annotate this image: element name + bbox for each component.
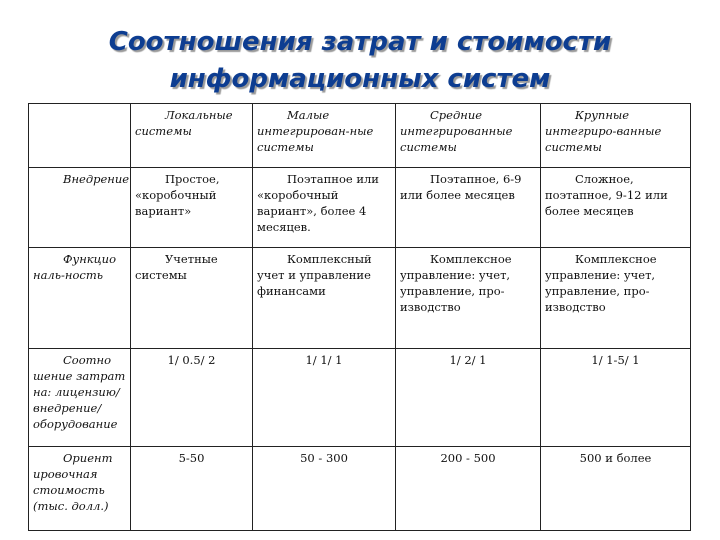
table-cell: 1/ 1/ 1 bbox=[253, 349, 396, 447]
slide-title bbox=[0, 24, 720, 98]
title-line-2: информационных систем bbox=[169, 64, 551, 94]
header-row bbox=[29, 104, 691, 168]
row-label-cost-ratio: Соотно шение затрат на: лицензию/ внедрение/ оборудование bbox=[29, 349, 131, 447]
column-header-small: Малые интегрирован-ные системы bbox=[253, 104, 396, 168]
corner-cell bbox=[29, 104, 131, 168]
table-cell: 200 - 500 bbox=[396, 447, 541, 531]
column-header-large: Крупные интегриро-ванные системы bbox=[541, 104, 691, 168]
table-cell: Комплексное управление: учет, управление, про-изводство bbox=[396, 248, 541, 349]
column-header-local: Локальные системы bbox=[131, 104, 253, 168]
table-cell: 1/ 1-5/ 1 bbox=[541, 349, 691, 447]
table-cell: Сложное, поэтапное, 9-12 или более месяцев bbox=[541, 168, 691, 248]
table-row bbox=[29, 349, 691, 447]
row-label-implementation: Внедрение bbox=[29, 168, 131, 248]
table-cell: 1/ 2/ 1 bbox=[396, 349, 541, 447]
title-line-1: Соотношения затрат и стоимости bbox=[108, 27, 612, 57]
table-cell: Поэтапное или «коробочный вариант», более 4 месяцев. bbox=[253, 168, 396, 248]
table-row bbox=[29, 168, 691, 248]
table-cell: 5-50 bbox=[131, 447, 253, 531]
comparison-table bbox=[28, 103, 691, 531]
table-cell: 50 - 300 bbox=[253, 447, 396, 531]
table-cell: Учетные системы bbox=[131, 248, 253, 349]
table-cell: Комплексный учет и управление финансами bbox=[253, 248, 396, 349]
table-cell: 500 и более bbox=[541, 447, 691, 531]
table-cell: Комплексное управление: учет, управление, про-изводство bbox=[541, 248, 691, 349]
table-row bbox=[29, 248, 691, 349]
row-label-functionality: Функцио наль-ность bbox=[29, 248, 131, 349]
table-cell: Простое, «коробочный вариант» bbox=[131, 168, 253, 248]
table-cell: Поэтапное, 6-9 или более месяцев bbox=[396, 168, 541, 248]
column-header-medium: Средние интегрированные системы bbox=[396, 104, 541, 168]
table-row bbox=[29, 447, 691, 531]
row-label-approx-cost: Ориент ировочная стоимость (тыс. долл.) bbox=[29, 447, 131, 531]
table-cell: 1/ 0.5/ 2 bbox=[131, 349, 253, 447]
